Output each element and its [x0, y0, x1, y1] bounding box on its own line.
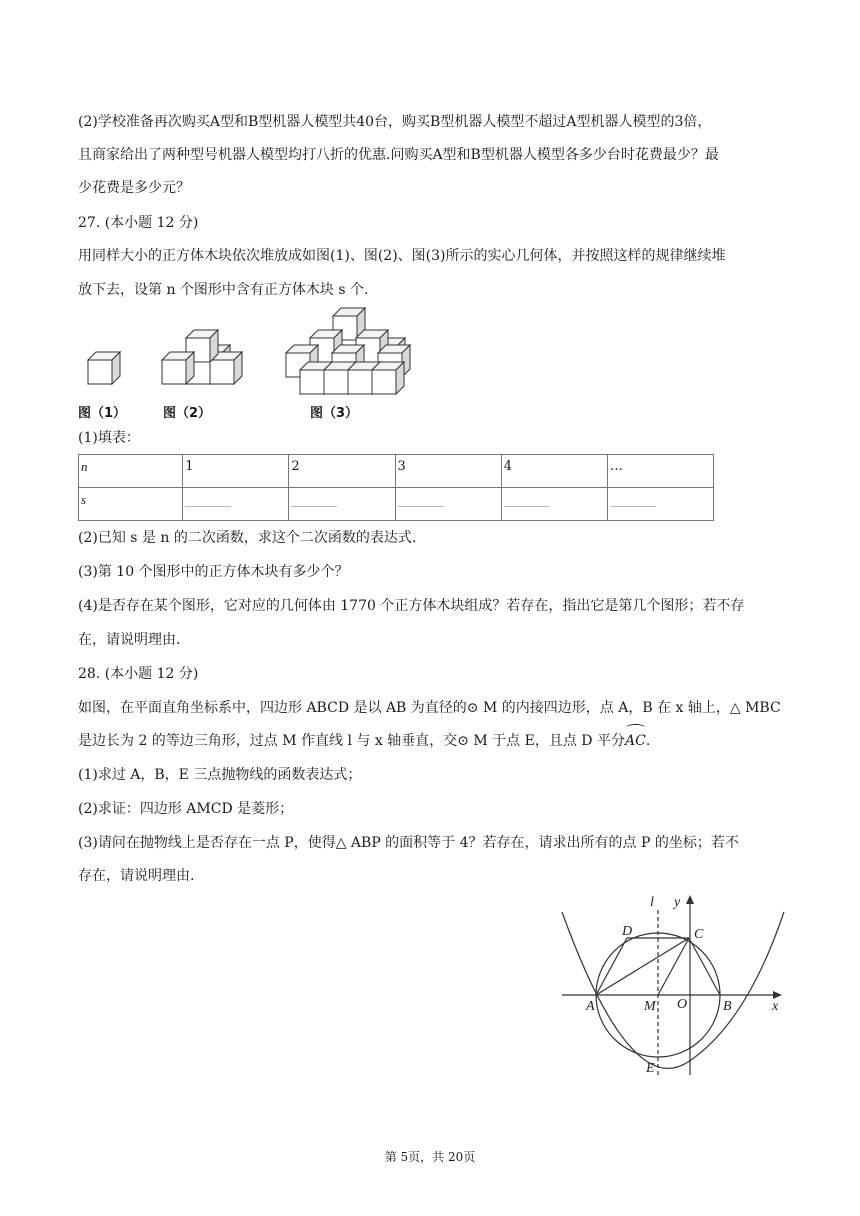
cube-figure-2 — [162, 330, 242, 384]
label-b: B — [723, 999, 732, 1014]
q27-part4-line2: 在，请说明理由. — [78, 632, 181, 648]
label-m: M — [644, 999, 656, 1014]
table-cell: … — [607, 455, 713, 488]
table-cell: 4 — [501, 455, 607, 488]
table-row — [79, 488, 714, 521]
label-y: y — [674, 895, 681, 910]
y-axis-arrow — [686, 895, 694, 904]
q27-intro-line1: 用同样大小的正方体木块依次堆放成如图(1)、图(2)、图(3)所示的实心几何体，并按照这样的规律继续堆 — [78, 248, 726, 264]
q27-part3: (3)第 10 个图形中的正方体木块有多少个？ — [78, 564, 349, 580]
answer-blank-cell[interactable] — [395, 488, 501, 521]
q27-intro-line2: 放下去，设第 n 个图形中含有正方体木块 s 个. — [78, 282, 369, 298]
table-cell: 2 — [289, 455, 395, 488]
segment-bc — [689, 938, 720, 995]
cube-figure-3 — [286, 308, 410, 394]
answer-blank-cell[interactable] — [183, 488, 289, 521]
q27-part1: (1)填表： — [78, 430, 140, 446]
q26-part2-line3: 少花费是多少元？ — [78, 180, 190, 196]
q27-part4-line1: (4)是否存在某个图形，它对应的几何体由 1770 个正方体木块组成？若存在，指出它是第几个图形；若不存 — [78, 598, 745, 614]
segment-mc — [658, 938, 689, 995]
q28-part3-line2: 存在，请说明理由. — [78, 868, 195, 884]
q27-fill-table — [78, 454, 714, 521]
figure-caption-1: 图（1） — [78, 406, 127, 421]
q28-part2: (2)求证：四边形 AMCD 是菱形； — [78, 801, 294, 817]
q27-heading: 27. (本小题 12 分) — [78, 215, 199, 231]
q28-part1: (1)求过 A，B，E 三点抛物线的函数表达式； — [78, 767, 362, 783]
answer-blank-cell[interactable] — [501, 488, 607, 521]
page-footer: 第 5页，共 20页 — [384, 1150, 476, 1164]
table-cell: 3 — [395, 455, 501, 488]
q26-part2-line2: 且商家给出了两种型号机器人模型均打八折的优惠.问购买A型和B型机器人模型各多少台时花费最少？最 — [78, 147, 719, 163]
q28-intro-line1: 如图，在平面直角坐标系中，四边形 ABCD 是以 AB 为直径的⊙ M 的内接四边形，点 A，B 在 x 轴上，△ MBC — [78, 700, 781, 716]
cube-figure-1 — [88, 352, 120, 384]
label-d: D — [622, 924, 633, 939]
label-a: A — [586, 999, 595, 1014]
q28-heading: 28. (本小题 12 分) — [78, 666, 199, 682]
label-c: C — [694, 927, 704, 942]
figure-caption-3: 图（3） — [310, 406, 359, 421]
label-l: l — [650, 895, 654, 910]
q26-part2-line1: (2)学校准备再次购买A型和B型机器人模型共40台，购买B型机器人模型不超过A型机器人模型的3倍， — [78, 114, 712, 130]
arc-ac-label: AC — [625, 727, 646, 755]
table-cell: n — [79, 455, 183, 488]
segment-ac — [596, 938, 689, 995]
circle-parabola-figure — [560, 890, 785, 1085]
figure-caption-2: 图（2） — [163, 406, 212, 421]
q28-intro-line2: 是边长为 2 的等边三角形，过点 M 作直线 l 与 x 轴垂直，交⊙ M 于点 E，且点 D 平分AC. — [78, 727, 784, 755]
label-x: x — [772, 999, 779, 1014]
answer-blank-cell[interactable] — [289, 488, 395, 521]
q27-part2: (2)已知 s 是 n 的二次函数，求这个二次函数的表达式. — [78, 530, 417, 546]
x-axis-arrow — [773, 991, 782, 999]
q28-part3-line1: (3)请问在抛物线上是否存在一点 P，使得△ ABP 的面积等于 4？若存在，请求出所有的点 P 的坐标；若不 — [78, 835, 739, 851]
label-e: E — [646, 1061, 655, 1076]
table-row — [79, 455, 714, 488]
table-cell: s — [79, 488, 183, 521]
label-o: O — [677, 997, 688, 1012]
cube-stack-figures — [78, 300, 438, 425]
answer-blank-cell[interactable] — [607, 488, 713, 521]
table-cell: 1 — [183, 455, 289, 488]
